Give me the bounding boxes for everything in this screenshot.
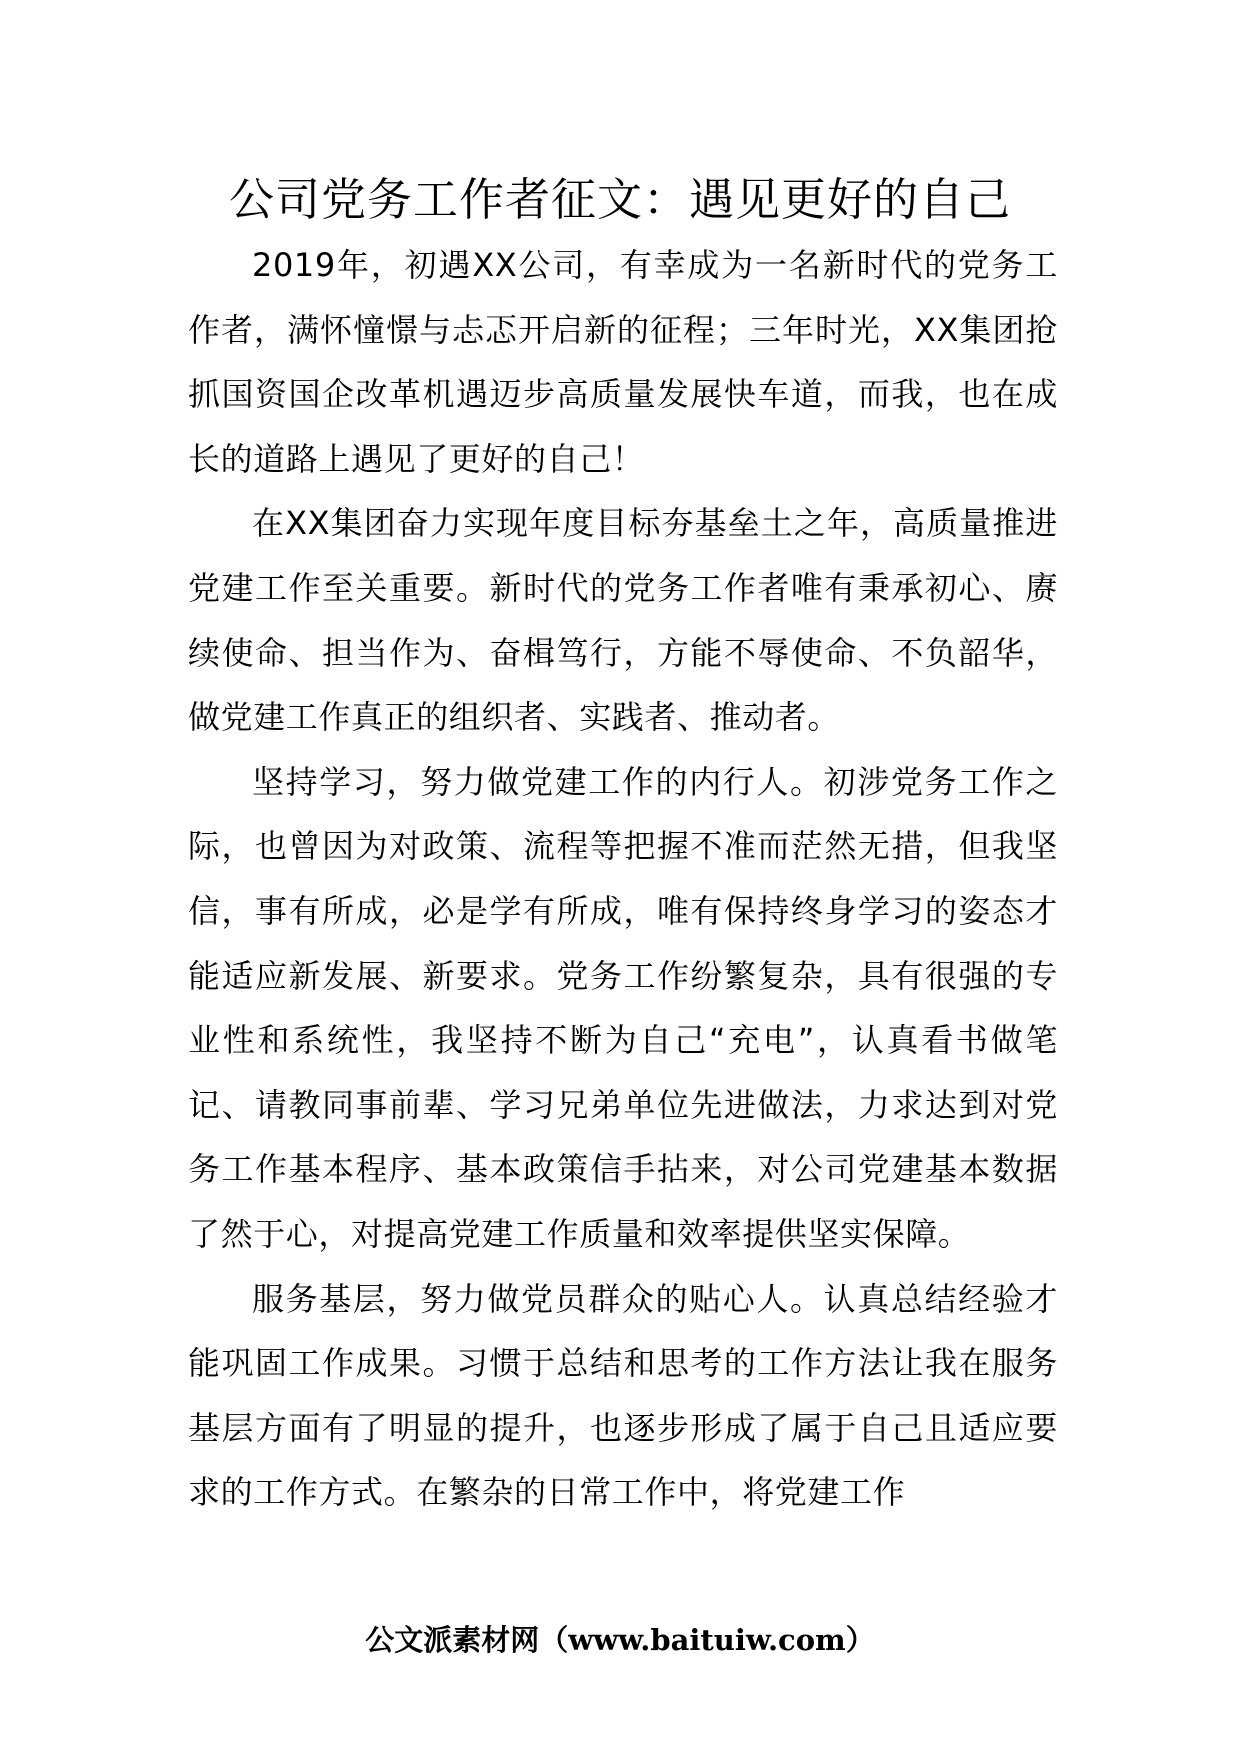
paragraph-2: 在XX集团奋力实现年度目标夯基垒土之年，高质量推进党建工作至关重要。新时代的党务工作者唯有秉承初心、赓续使命、担当作为、奋楫笃行，方能不辱使命、不负韶华，做党建工作真正的组织者、实践者、推动者。	[188, 504, 1058, 737]
paragraph-4: 服务基层，努力做党员群众的贴心人。认真总结经验才能巩固工作成果。习惯于总结和思考的工作方法让我在服务基层方面有了明显的提升，也逐步形成了属于自己且适应要求的工作方式。在繁杂的日常工作中，将党建工作	[188, 1279, 1058, 1512]
footer-watermark: 公文派素材网（www.baituiw.com）	[365, 1623, 875, 1657]
paragraph-1: 2019年，初遇XX公司，有幸成为一名新时代的党务工作者，满怀憧憬与忐忑开启新的征程；三年时光，XX集团抢抓国资国企改革机遇迈步高质量发展快车道，而我，也在成长的道路上遇见了更好的自己！	[188, 246, 1058, 478]
paragraph-3: 坚持学习，努力做党建工作的内行人。初涉党务工作之际，也曾因为对政策、流程等把握不准而茫然无措，但我坚信，事有所成，必是学有所成，唯有保持终身学习的姿态才能适应新发展、新要求。党务工作纷繁复杂，具有很强的专业性和系统性，我坚持不断为自己“充电”，认真看书做笔记、请教同事前辈、学习兄弟单位先进做法，力求达到对党务工作基本程序、基本政策信手拈来，对公司党建基本数据了然于心，对提高党建工作质量和效率提供坚实保障。	[188, 762, 1058, 1253]
document-body	[188, 233, 1058, 1525]
page-title: 公司党务工作者征文：遇见更好的自己	[228, 173, 1011, 226]
